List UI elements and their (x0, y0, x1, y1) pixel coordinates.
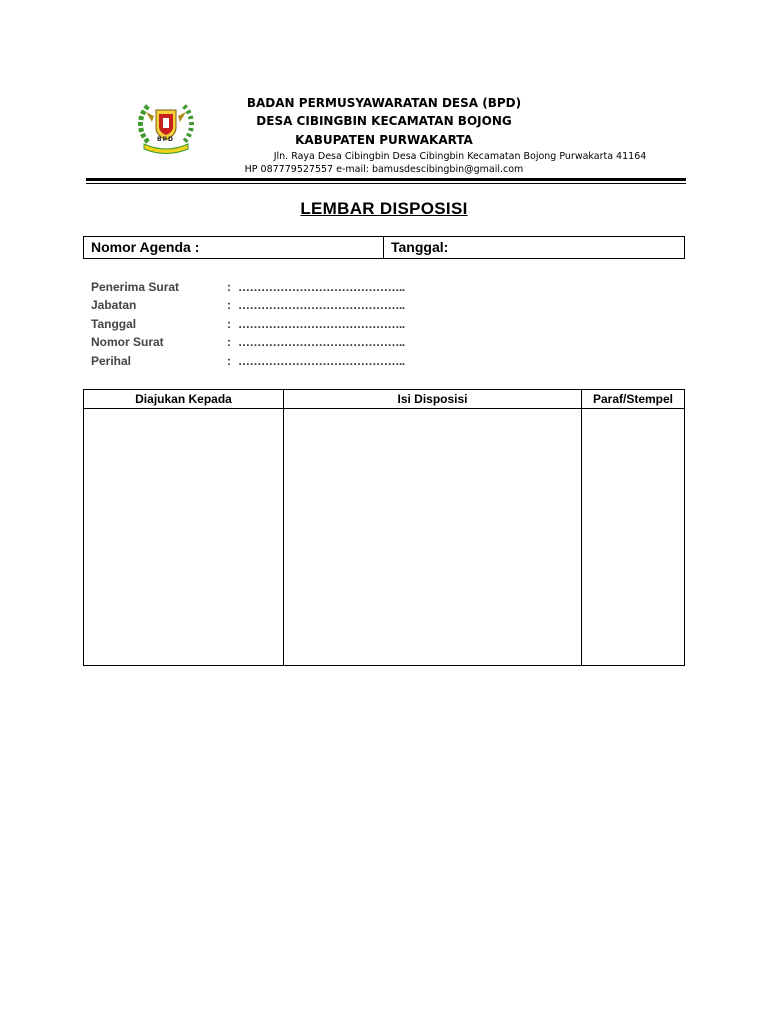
field-label-penerima-surat: Penerima Surat (91, 280, 180, 294)
agenda-divider (383, 236, 384, 259)
table-header-diajukan-kepada: Diajukan Kepada (135, 392, 232, 406)
letterhead-line-2: DESA CIBINGBIN KECAMATAN BOJONG (256, 114, 512, 128)
letterhead-rule-thick (86, 178, 686, 181)
nomor-agenda-label: Nomor Agenda : (91, 239, 200, 255)
table-cell-diajukan-kepada[interactable] (84, 409, 283, 665)
letterhead-rule-thin (86, 183, 686, 184)
table-header-paraf-stempel: Paraf/Stempel (592, 392, 674, 406)
field-colon: : (227, 335, 231, 349)
field-colon: : (227, 354, 231, 368)
field-value-perihal: …………………………………….. (238, 354, 405, 368)
tanggal-label: Tanggal: (391, 239, 449, 255)
letterhead-address: Jln. Raya Desa Cibingbin Desa Cibingbin Kecamatan Bojong Purwakarta 41164 (273, 151, 647, 162)
field-value-tanggal: …………………………………….. (238, 317, 405, 331)
letterhead-contact: HP 087779527557 e-mail: bamusdescibingbin@gmail.com (244, 164, 524, 175)
table-header-isi-disposisi: Isi Disposisi (397, 392, 468, 406)
letterhead-line-3: KABUPATEN PURWAKARTA (295, 133, 473, 147)
field-label-tanggal: Tanggal (91, 317, 137, 331)
field-label-jabatan: Jabatan (91, 298, 137, 312)
field-value-nomor-surat: …………………………………….. (238, 335, 405, 349)
letterhead-line-1: BADAN PERMUSYAWARATAN DESA (BPD) (246, 96, 522, 110)
field-colon: : (227, 280, 231, 294)
table-cell-isi-disposisi[interactable] (284, 409, 581, 665)
field-label-perihal: Perihal (91, 354, 132, 368)
table-cell-paraf-stempel[interactable] (582, 409, 684, 665)
field-colon: : (227, 298, 231, 312)
field-colon: : (227, 317, 231, 331)
field-label-nomor-surat: Nomor Surat (91, 335, 164, 349)
logo-text: BPD (157, 136, 174, 143)
field-value-penerima-surat: …………………………………….. (238, 280, 405, 294)
page-title: LEMBAR DISPOSISI (300, 199, 468, 218)
field-value-jabatan: …………………………………….. (238, 298, 405, 312)
